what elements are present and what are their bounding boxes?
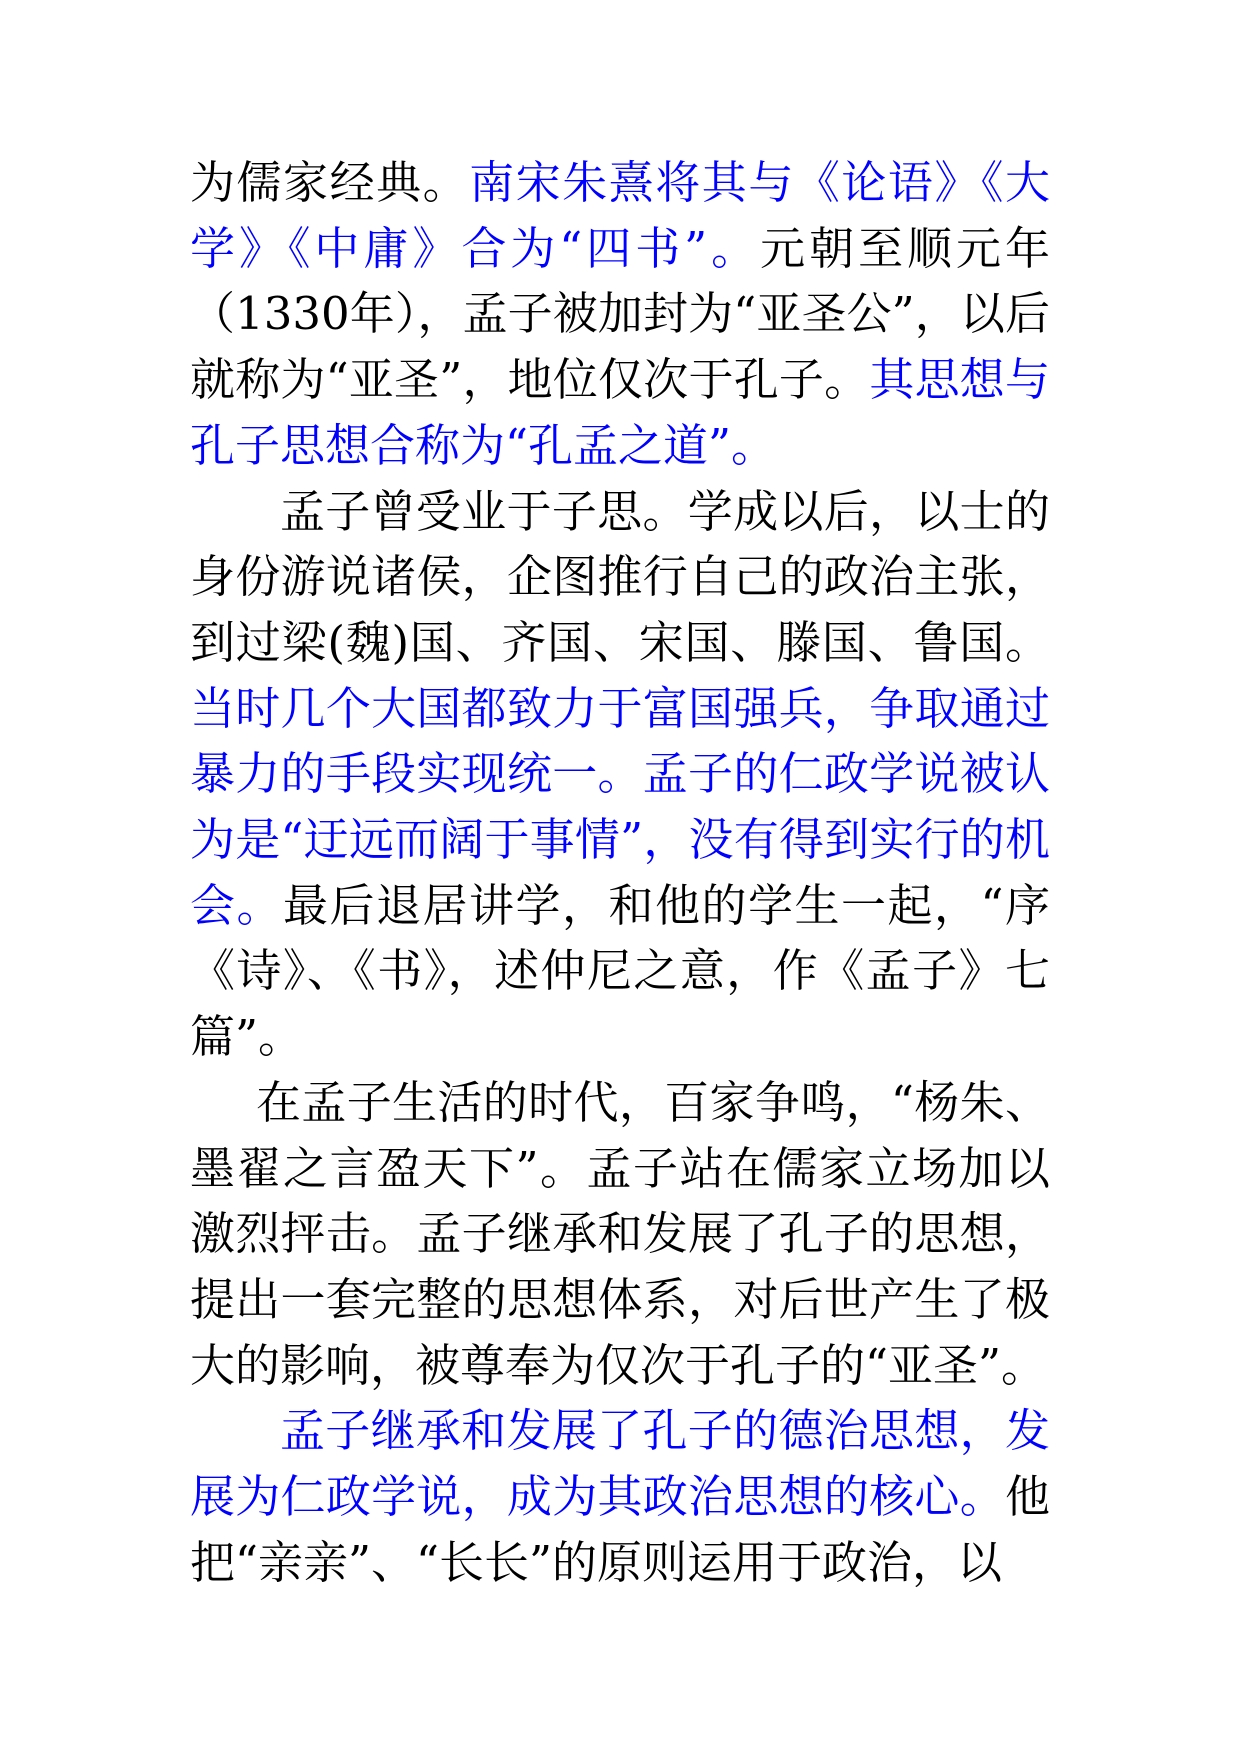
paragraph-3 xyxy=(190,1070,1050,1399)
paragraph-4 xyxy=(190,1398,1050,1595)
text-segment: 他把“亲亲”、“长长”的原则运用于政治，以 xyxy=(190,1470,1050,1589)
highlighted-text-segment: 其思想与孔子思想合称为“孔孟之道”。 xyxy=(190,353,1050,472)
paragraph-2 xyxy=(190,479,1050,1070)
highlighted-text-segment: 南宋朱熹将其与《论语》《大学》《中庸》合为“四书”。 xyxy=(190,156,1050,275)
highlighted-text-segment: 孟子继承和发展了孔子的德治思想，发展为仁政学说，成为其政治思想的核心。 xyxy=(190,1404,1050,1524)
text-segment: 孟子曾受业于子思。学成以后，以士的身份游说诸侯，企图推行自己的政治主张，到过梁(魏)国、齐国、宋国、滕国、鲁国。 xyxy=(190,484,1050,669)
text-segment: 在孟子生活的时代，百家争鸣，“杨朱、墨翟之言盈天下”。孟子站在儒家立场加以激烈抨击。孟子继承和发展了孔子的思想，提出一套完整的思想体系，对后世产生了极大的影响，被尊奉为仅次于孔子的“亚圣”。 xyxy=(190,1075,1050,1392)
body-text xyxy=(190,150,1050,1595)
text-segment: 为儒家经典。 xyxy=(190,156,470,209)
text-segment: 最后退居讲学，和他的学生一起，“序《诗》、《书》，述仲尼之意，作《孟子》七篇”。 xyxy=(190,878,1050,1064)
text-segment: 元朝至顺元年（1330年），孟子被加封为“亚圣公”，以后就称为“亚圣”，地位仅次于孔子。 xyxy=(190,221,1050,407)
highlighted-text-segment: 当时几个大国都致力于富国强兵，争取通过暴力的手段实现统一。孟子的仁政学说被认为是“迂远而阔于事情”，没有得到实行的机会。 xyxy=(190,681,1050,932)
paragraph-1 xyxy=(190,150,1050,479)
